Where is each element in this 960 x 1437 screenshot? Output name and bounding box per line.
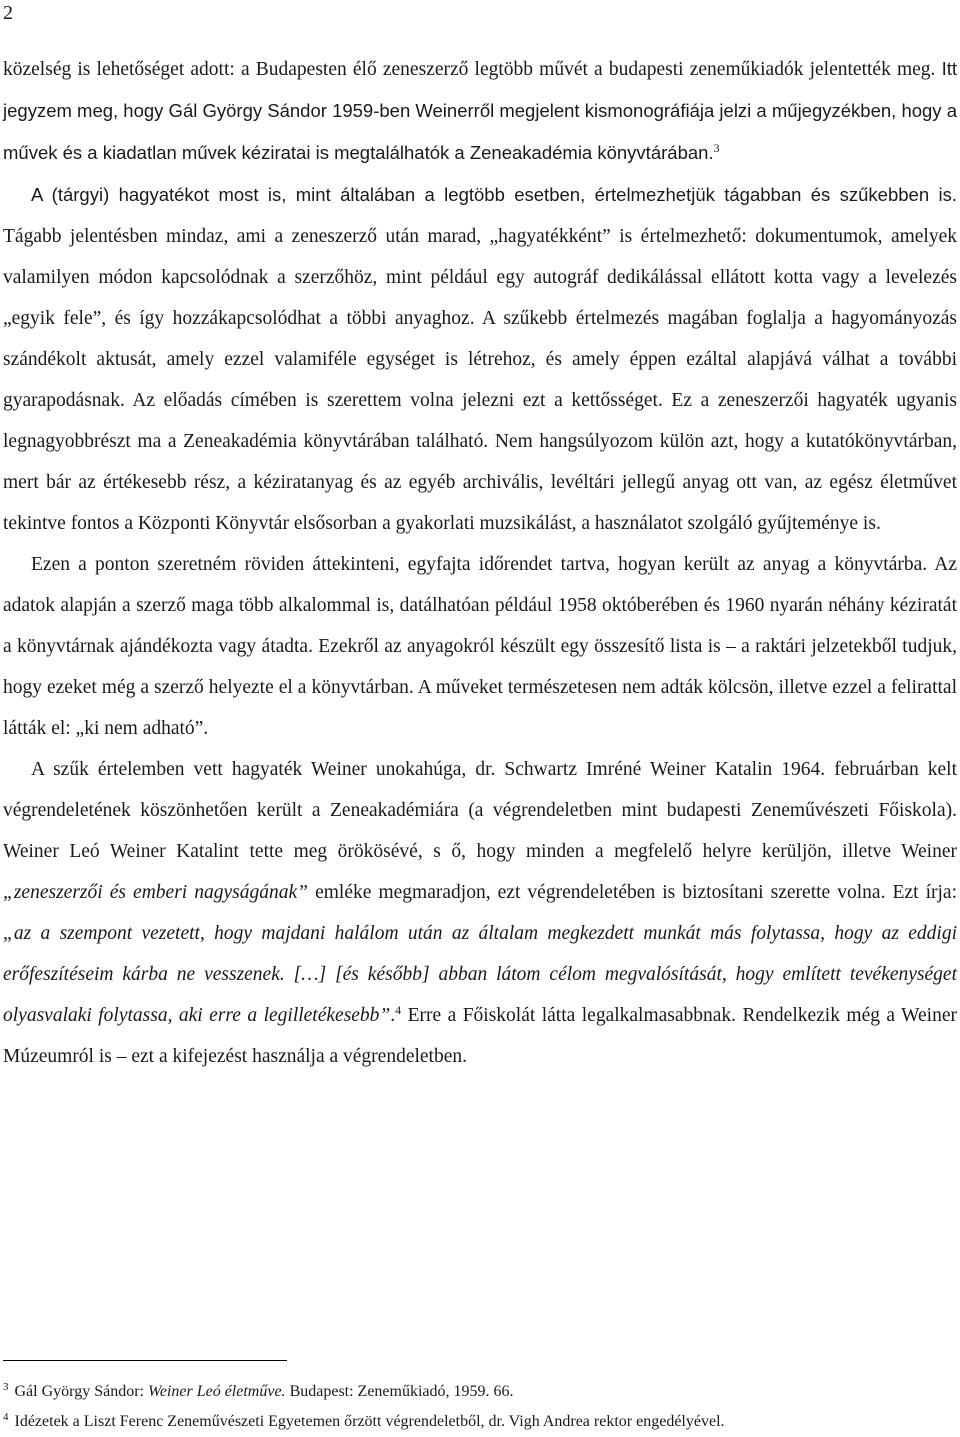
paragraph-4-text-a: A szűk értelemben vett hagyaték Weiner unokahúga, dr. Schwartz Imréné Weiner Katalin 1964. februárban kelt végrendeletének köszönhetően került a Zeneakadémiára (a végrendeletben mint budapesti Zeneművészeti Főiskola). Weiner Leó Weiner Katalint tette meg örökösévé, s ő, hogy minden a megfelelő helyre kerüljön, illetve Weiner	[3, 759, 957, 862]
footnote-separator	[3, 1360, 287, 1361]
paragraph-2-text-a: A (tárgyi) hagyatékot most is, mint általában a legtöbb esetben, értelmezhetjük tágabban és szűkebben is.	[31, 184, 957, 205]
paragraph-1-text-b: Itt jegyzem meg, hogy Gál György Sándor 1959-ben Weinerről megjelent kismonográfiája jelzi a műjegyzékben, hogy a művek és a kiadatlan művek kéziratai is megtalálhatók a Zeneakadémia könyvtárában.	[3, 58, 957, 163]
footnote-ref-4: 4	[395, 1003, 402, 1017]
footnotes	[3, 1377, 957, 1437]
paragraph-2-text-b: Tágabb jelentésben mindaz, ami a zeneszerző után marad, „hagyatékként” is értelmezhető: dokumentumok, amelyek valamilyen módon kapcsolódnak a szerzőhöz, mint például egy autográf dedikálással ellátott kotta vagy a levelezés „egyik fele”, és így hozzákapcsolódhat a többi anyaghoz. A szűkebb értelmezés magában foglalja a hagyományozás szándékolt aktusát, amely ezzel valamiféle egységet is létrehoz, és amely éppen ezáltal alapjává válhat a további gyarapodásnak. Az előadás címében is szerettem volna jelezni ezt a kettősséget. Ez a zeneszerzői hagyaték ugyanis legnagyobbrészt ma a Zeneakadémia könyvtárában található. Nem hangsúlyozom külön azt, hogy a kutatókönyvtárban, mert bár az értékesebb rész, a kéziratanyag és az egyéb archivális, levéltári jellegű anyag ott van, az egész életművet tekintve fontos a Központi Könyvtár elsősorban a gyakorlati muzsikálást, a használatot szolgáló gyűjteménye is.	[3, 226, 957, 534]
paragraph-2	[3, 174, 957, 544]
paragraph-4-quote-1: „zeneszerzői és emberi nagyságának”	[3, 882, 309, 903]
footnote-4-number: 4	[3, 1411, 9, 1423]
paragraph-4-text-c: emléke megmaradjon, ezt végrendeletében is biztosítani szerette volna. Ezt írja:	[308, 882, 957, 903]
footnote-3-post: Budapest: Zeneműkiadó, 1959. 66.	[285, 1383, 514, 1400]
footnote-3-title: Weiner Leó életműve.	[147, 1383, 286, 1400]
paragraph-4-text-f: Erre a Főiskolát látta legalkalmasabbnak. Rendelkezik még a Weiner Múzeumról is – ezt a kifejezést használja a végrendeletben.	[3, 1005, 957, 1067]
paragraph-1-text-a: közelség is lehetőséget adott: a Budapesten élő zeneszerző legtöbb művét a budapesti zeneműkiadók jelentették meg.	[3, 59, 942, 80]
paragraph-4	[3, 749, 957, 1077]
footnote-3-number: 3	[3, 1381, 9, 1393]
paragraph-4-text-e: .	[390, 1005, 396, 1026]
paragraph-1	[3, 48, 957, 174]
footnote-ref-3: 3	[713, 141, 720, 155]
footnote-4	[3, 1407, 957, 1437]
footnote-4-text: Idézetek a Liszt Ferenc Zeneművészeti Egyetemen őrzött végrendeletből, dr. Vigh Andrea rektor engedélyével.	[14, 1413, 725, 1430]
footnote-3	[3, 1377, 957, 1407]
paragraph-4-quote-2: „az a szempont vezetett, hogy majdani halálom után az általam megkezdett munkát más folytassa, hogy az eddigi erőfeszítéseim kárba ne vesszenek. […] [és később] abban látom célom megvalósítását, hogy említett tevékenységet olyasvalaki folytassa, aki erre a legilletékesebb”	[3, 923, 957, 1026]
paragraph-3: Ezen a ponton szeretném röviden áttekinteni, egyfajta időrendet tartva, hogyan került az anyag a könyvtárba. Az adatok alapján a szerző maga több alkalommal is, datálhatóan például 1958 októberében és 1960 nyarán néhány kéziratát a könyvtárnak ajándékozta vagy átadta. Ezekről az anyagokról készült egy összesítő lista is – a raktári jelzetekből tudjuk, hogy ezeket még a szerző helyezte el a könyvtárban. A műveket természetesen nem adták kölcsön, illetve ezzel a felirattal látták el: „ki nem adható”.	[3, 554, 957, 739]
body-text	[3, 48, 957, 1077]
footnote-3-pre: Gál György Sándor:	[14, 1383, 148, 1400]
page-number: 2	[3, 2, 13, 24]
